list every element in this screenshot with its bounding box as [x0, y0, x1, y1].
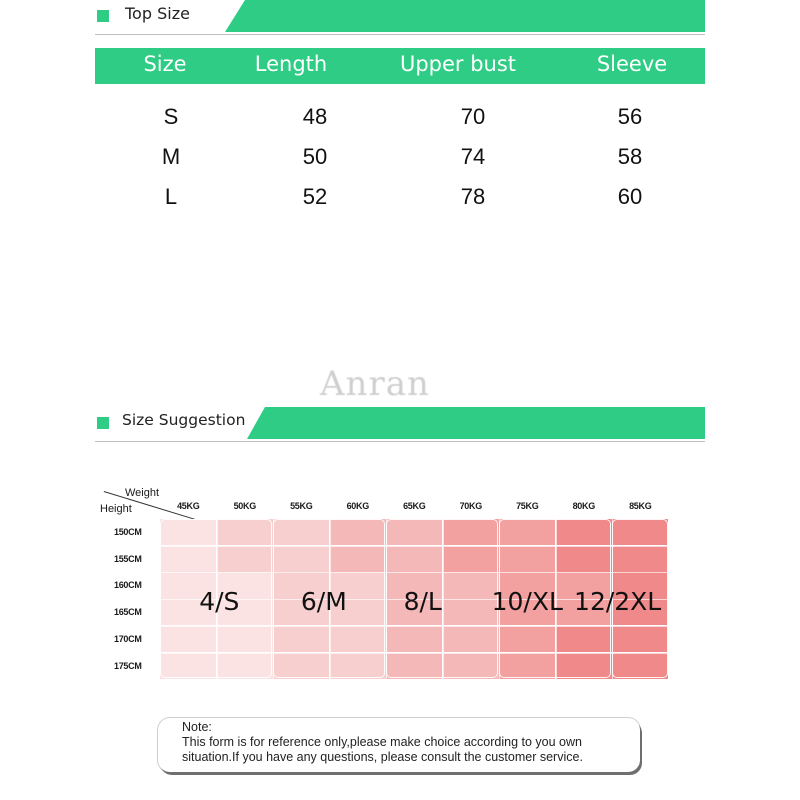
table-row [95, 184, 705, 214]
table-row [95, 104, 705, 134]
height-tick-label: 150CM [114, 527, 142, 537]
height-tick-label: 170CM [114, 633, 142, 644]
cell-upper-bust: 74 [460, 144, 486, 169]
col-length: Length [254, 52, 328, 76]
cell-sleeve: 60 [617, 184, 643, 209]
col-size: Size [143, 52, 187, 76]
height-tick-label: 155CM [114, 553, 142, 564]
size-label: 10/XL [491, 587, 563, 617]
green-square-icon [97, 10, 109, 22]
cell-length: 52 [302, 184, 328, 209]
weight-axis-label: Weight [125, 487, 160, 499]
cell-length: 48 [302, 104, 328, 129]
height-axis-label: Height [100, 503, 132, 515]
size-suggestion-grid [100, 483, 680, 683]
size-suggestion-header [95, 407, 705, 439]
weight-tick-label: 60KG [346, 501, 369, 511]
cell-upper-bust: 78 [460, 184, 486, 209]
weight-tick-label: 55KG [290, 501, 313, 511]
height-tick-label: 165CM [114, 607, 142, 618]
size-label: 12/2XL [574, 587, 662, 617]
weight-tick-label: 75KG [516, 501, 539, 511]
note-text: This form is for reference only,please make choice according to you own situation.If you have any questions, please consult the customer service. [182, 735, 583, 764]
size-label: 8/L [403, 587, 442, 617]
weight-tick-label: 50KG [233, 501, 256, 511]
cell-size: L [164, 184, 178, 209]
size-table-header [95, 48, 705, 84]
top-size-header [95, 0, 705, 32]
weight-tick-label: 65KG [403, 501, 426, 511]
note-title: Note: [182, 720, 212, 734]
size-suggestion-title: Size Suggestion [122, 411, 246, 429]
watermark: Anran [320, 364, 430, 404]
size-label: 6/M [300, 587, 347, 617]
cell-upper-bust: 70 [460, 104, 486, 129]
cell-size: S [163, 104, 179, 129]
cell-length: 50 [302, 144, 328, 169]
note-box [158, 718, 640, 772]
col-upper-bust: Upper bust [399, 52, 517, 76]
cell-size: M [161, 144, 181, 169]
size-label: 4/S [199, 587, 240, 617]
weight-tick-label: 85KG [629, 501, 652, 511]
col-sleeve: Sleeve [596, 52, 668, 76]
green-square-icon [97, 417, 109, 429]
height-tick-label: 160CM [114, 580, 142, 591]
weight-tick-label: 45KG [177, 501, 200, 511]
top-size-title: Top Size [125, 4, 190, 23]
weight-tick-label: 70KG [459, 501, 482, 511]
cell-sleeve: 56 [617, 104, 643, 129]
table-row [95, 144, 705, 174]
cell-sleeve: 58 [617, 144, 643, 169]
weight-tick-label: 80KG [572, 501, 595, 511]
height-tick-label: 175CM [114, 660, 142, 671]
